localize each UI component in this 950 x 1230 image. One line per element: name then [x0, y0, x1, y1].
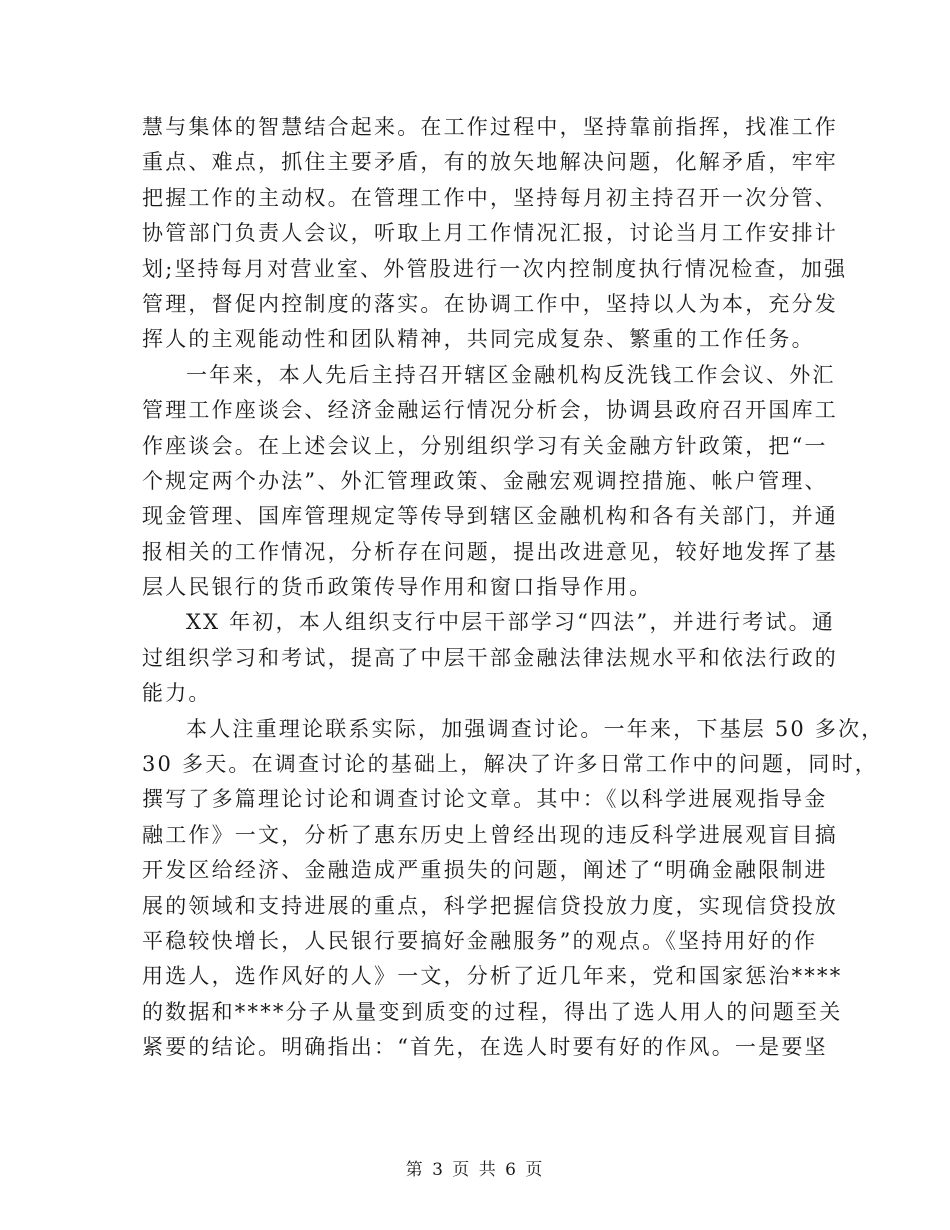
- paragraph-start-line: 本人注重理论联系实际，加强调查讨论。一年来，下基层 50 多次，: [186, 716, 885, 741]
- text-line: 个规定两个办法”、外汇管理政策、金融宏观调控措施、帐户管理、: [142, 468, 828, 493]
- paragraph-start-line: 一年来，本人先后主持召开辖区金融机构反洗钱工作会议、外汇: [186, 362, 836, 387]
- text-line: 报相关的工作情况，分析存在问题，提出改进意见，较好地发挥了基: [142, 539, 838, 564]
- text-line: 过组织学习和考试，提高了中层干部金融法律法规水平和依法行政的: [142, 645, 838, 670]
- text-line: 把握工作的主动权。在管理工作中，坚持每月初主持召开一次分管、: [142, 185, 838, 210]
- text-line: 用选人，选作风好的人》一文，分析了近几年来，党和国家惩治****: [142, 964, 843, 989]
- text-line: 作座谈会。在上述会议上，分别组织学习有关金融方针政策，把“一: [142, 433, 828, 458]
- text-line: 平稳较快增长，人民银行要搞好金融服务”的观点。《坚持用好的作: [142, 928, 818, 953]
- text-line: 紧要的结论。明确指出：“首先，在选人时要有好的作风。一是要坚: [142, 1035, 828, 1060]
- text-line: 管理，督促内控制度的落实。在协调工作中，坚持以人为本，充分发: [142, 291, 838, 316]
- text-line: 划;坚持每月对营业室、外管股进行一次内控制度执行情况检查，加强: [142, 256, 848, 281]
- page-number-footer: 第 3 页 共 6 页: [405, 1160, 545, 1180]
- text-line: 展的领域和支持进展的重点，科学把握信贷投放力度，实现信贷投放: [142, 893, 838, 918]
- text-line: 开发区给经济、金融造成严重损失的问题，阐述了“明确金融限制进: [142, 858, 828, 883]
- text-line: 的数据和****分子从量变到质变的过程，得出了选人用人的问题至关: [142, 999, 843, 1024]
- text-line: 层人民银行的货币政策传导作用和窗口指导作用。: [142, 575, 653, 600]
- text-line: 融工作》一文，分析了惠东历史上曾经出现的违反科学进展观盲目搞: [142, 822, 838, 847]
- text-line: 慧与集体的智慧结合起来。在工作过程中，坚持靠前指挥，找准工作: [142, 115, 838, 139]
- text-line: 现金管理、国库管理规定等传导到辖区金融机构和各有关部门，并通: [142, 504, 838, 529]
- text-line: 撰写了多篇理论讨论和调查讨论文章。其中：《以科学进展观指导金: [142, 787, 828, 812]
- text-line: 挥人的主观能动性和团队精神，共同完成复杂、繁重的工作任务。: [142, 327, 815, 352]
- text-line: 协管部门负责人会议，听取上月工作情况汇报，讨论当月工作安排计: [142, 221, 838, 246]
- text-line: 能力。: [142, 681, 212, 706]
- text-line: 重点、难点，抓住主要矛盾，有的放矢地解决问题，化解矛盾，牢牢: [142, 150, 838, 175]
- text-line: 30 多天。在调查讨论的基础上，解决了许多日常工作中的问题，同时，: [142, 752, 878, 777]
- paragraph-start-line: XX 年初，本人组织支行中层干部学习“四法”，并进行考试。通: [186, 610, 836, 635]
- text-line: 管理工作座谈会、经济金融运行情况分析会，协调县政府召开国库工: [142, 398, 838, 423]
- body-text: [142, 110, 885, 1066]
